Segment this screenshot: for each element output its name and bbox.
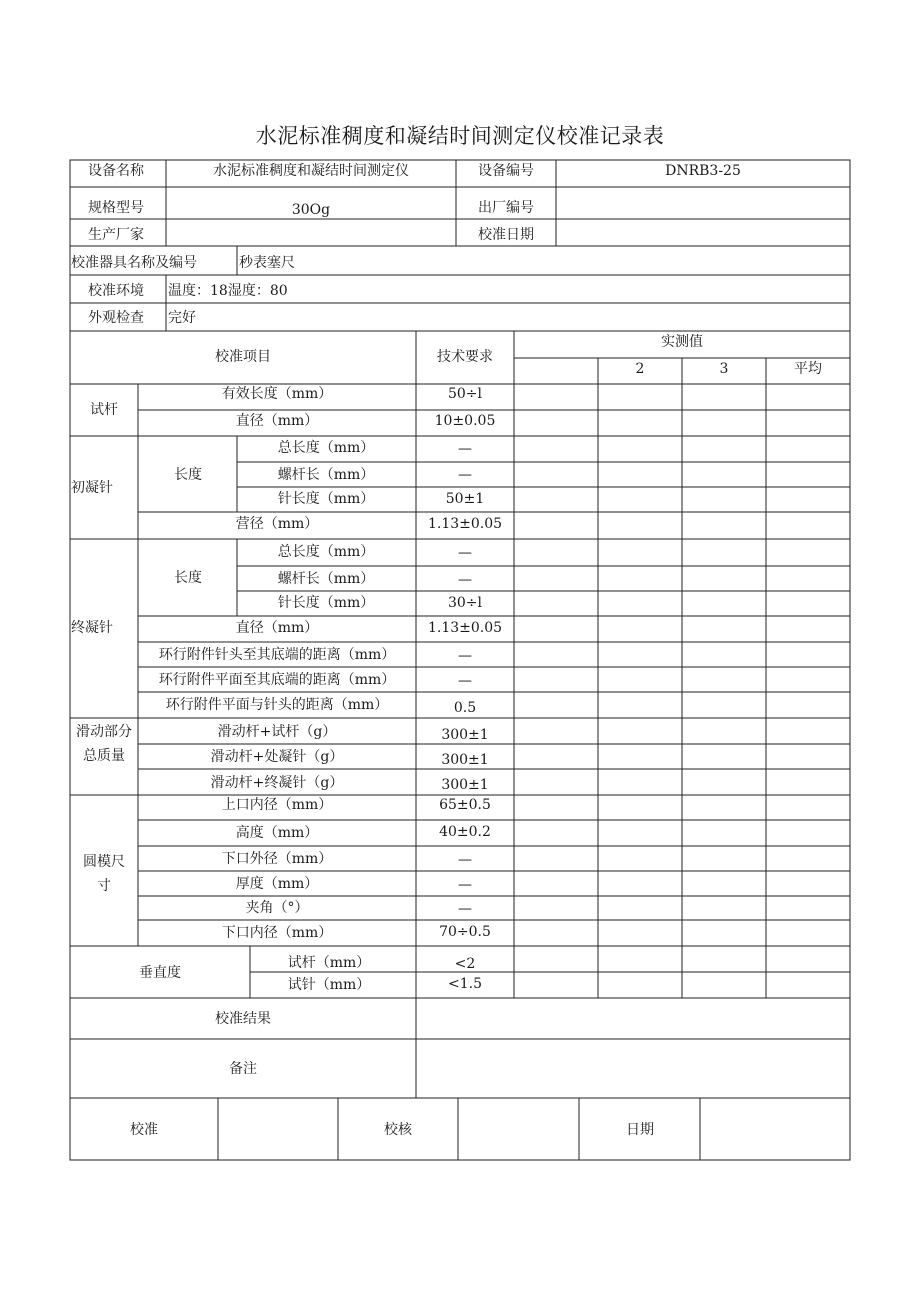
row-item: 滑动杆+处凝针（g） bbox=[210, 749, 344, 765]
row-requirement: 300±1 bbox=[441, 727, 489, 743]
row-item: 螺杆长（mm） bbox=[277, 571, 375, 587]
row-item: 环行附件针头至其底端的距离（mm） bbox=[158, 647, 396, 663]
col-m3: 3 bbox=[719, 361, 729, 377]
row-item: 下口内径（mm） bbox=[221, 925, 333, 941]
row-requirement: — bbox=[458, 877, 472, 893]
row-requirement: 1.13±0.05 bbox=[427, 620, 503, 636]
row-item: 滑动杆+试杆（g） bbox=[217, 724, 337, 740]
row-requirement: <1.5 bbox=[448, 976, 482, 992]
row-requirement: 300±1 bbox=[441, 777, 489, 793]
row-item: 环行附件平面与针头的距离（mm） bbox=[165, 697, 389, 713]
group-initial-length: 长度 bbox=[174, 467, 202, 483]
row-item: 直径（mm） bbox=[235, 620, 319, 636]
row-requirement: 50±1 bbox=[445, 491, 485, 507]
row-requirement: <2 bbox=[454, 956, 476, 972]
row-requirement: — bbox=[458, 467, 472, 483]
row-requirement: 0.5 bbox=[453, 700, 477, 716]
maker-label: 生产厂家 bbox=[88, 227, 144, 243]
row-item: 高度（mm） bbox=[235, 825, 319, 841]
env-label: 校准环境 bbox=[88, 283, 144, 299]
device-no-value: DNRB3-25 bbox=[665, 163, 741, 179]
row-item: 直径（mm） bbox=[235, 413, 319, 429]
appearance-label: 外观检查 bbox=[88, 310, 144, 326]
row-item: 滑动杆+终凝针（g） bbox=[210, 775, 344, 791]
row-requirement: — bbox=[458, 901, 472, 917]
row-item: 螺杆长（mm） bbox=[277, 467, 375, 483]
row-requirement: 70÷0.5 bbox=[439, 924, 491, 940]
tools-value: 秒表塞尺 bbox=[239, 255, 295, 271]
date-label: 日期 bbox=[626, 1122, 654, 1138]
page-title: 水泥标准稠度和凝结时间测定仪校准记录表 bbox=[255, 124, 665, 148]
device-no-label: 设备编号 bbox=[478, 163, 534, 179]
col-m2: 2 bbox=[635, 361, 645, 377]
row-item: 试针（mm） bbox=[287, 977, 371, 993]
tools-label: 校准器具名称及编号 bbox=[71, 255, 197, 271]
check-label: 校核 bbox=[384, 1122, 412, 1138]
factory-no-label: 出厂编号 bbox=[478, 200, 534, 216]
row-item: 针长度（mm） bbox=[277, 491, 375, 507]
row-item: 下口外径（mm） bbox=[221, 851, 333, 867]
row-item: 上口内径（mm） bbox=[221, 797, 333, 813]
group-slide-mass: 滑动部分 总质量 bbox=[76, 724, 132, 764]
row-requirement: — bbox=[458, 441, 472, 457]
model-value: 30Og bbox=[291, 202, 331, 218]
row-item: 总长度（mm） bbox=[277, 544, 375, 560]
group-mold: 圆模尺 寸 bbox=[83, 854, 125, 894]
appearance-value: 完好 bbox=[168, 310, 196, 326]
row-item: 有效长度（mm） bbox=[221, 386, 333, 402]
row-requirement: 300±1 bbox=[441, 752, 489, 768]
row-item: 总长度（mm） bbox=[277, 440, 375, 456]
col-avg: 平均 bbox=[794, 361, 822, 377]
row-item: 夹角（°） bbox=[245, 900, 309, 916]
row-requirement: 1.13±0.05 bbox=[427, 516, 503, 532]
cal-date-label: 校准日期 bbox=[478, 227, 534, 243]
row-requirement: — bbox=[458, 852, 472, 868]
row-requirement: — bbox=[458, 673, 472, 689]
group-final-needle: 终凝针 bbox=[71, 620, 113, 636]
group-test-rod: 试杆 bbox=[90, 402, 118, 418]
device-name-label: 设备名称 bbox=[88, 163, 144, 179]
row-requirement: 50÷l bbox=[447, 386, 483, 402]
calibrate-label: 校准 bbox=[130, 1122, 158, 1138]
device-name-value: 水泥标准稠度和凝结时间测定仪 bbox=[213, 163, 409, 179]
group-final-length: 长度 bbox=[174, 570, 202, 586]
row-item: 试杆（mm） bbox=[287, 955, 371, 971]
env-value: 温度：18湿度：80 bbox=[168, 283, 288, 299]
result-label: 校准结果 bbox=[215, 1011, 271, 1027]
group-initial-needle: 初凝针 bbox=[71, 480, 113, 496]
row-item: 厚度（mm） bbox=[235, 876, 319, 892]
row-requirement: — bbox=[458, 545, 472, 561]
row-requirement: 30÷l bbox=[447, 595, 483, 611]
col-measured: 实测值 bbox=[661, 334, 703, 350]
row-requirement: — bbox=[458, 572, 472, 588]
remark-label: 备注 bbox=[229, 1061, 257, 1077]
row-requirement: 65±0.5 bbox=[439, 797, 491, 813]
row-requirement: — bbox=[458, 648, 472, 664]
model-label: 规格型号 bbox=[88, 200, 144, 216]
col-item: 校准项目 bbox=[215, 349, 271, 365]
row-requirement: 10±0.05 bbox=[434, 413, 496, 429]
row-requirement: 40±0.2 bbox=[439, 824, 491, 840]
col-requirement: 技术要求 bbox=[437, 349, 493, 365]
row-item: 针长度（mm） bbox=[277, 595, 375, 611]
row-item: 营径（mm） bbox=[235, 516, 319, 532]
row-item: 环行附件平面至其底端的距离（mm） bbox=[158, 672, 396, 688]
group-verticality: 垂直度 bbox=[139, 965, 181, 981]
